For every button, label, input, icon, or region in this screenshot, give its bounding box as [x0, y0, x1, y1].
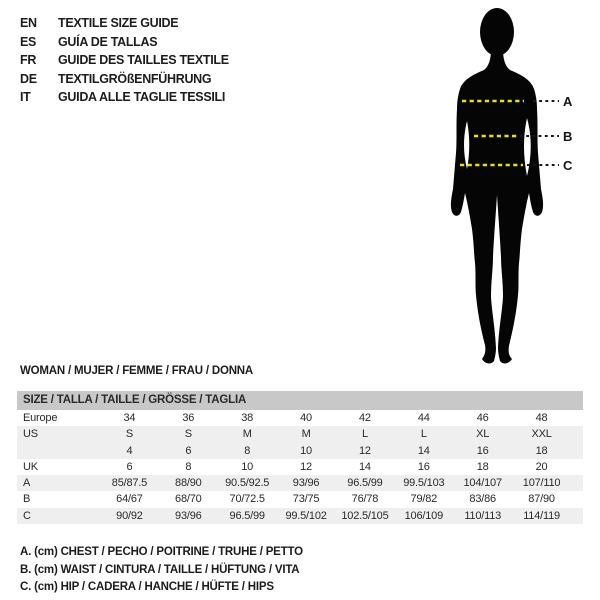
table-cell: 4 — [126, 444, 133, 457]
table-row-europe — [17, 410, 583, 426]
table-cell: L — [420, 428, 427, 441]
size-table — [17, 391, 583, 524]
lang-title: GUIDA ALLE TAGLIE TESSILI — [58, 90, 226, 105]
table-cell: 107/110 — [522, 477, 561, 490]
row-label: B — [23, 493, 31, 506]
table-cell: 18 — [476, 460, 489, 473]
lang-row-en — [20, 14, 229, 33]
table-cell: 83/86 — [469, 493, 496, 506]
table-cell: 104/107 — [463, 477, 502, 490]
table-cell: 14 — [417, 444, 430, 457]
lang-row-de — [20, 70, 229, 89]
lang-code: IT — [20, 90, 31, 105]
table-cell: 42 — [359, 412, 371, 424]
table-row-uk — [17, 459, 583, 475]
table-cell: 110/113 — [464, 509, 502, 522]
legend-hip: C. (cm) HIP / CADERA / HANCHE / HÜFTE / HIPS — [20, 581, 274, 593]
table-cell: 64/67 — [116, 493, 143, 506]
table-cell: M — [301, 428, 311, 441]
table-cell: 20 — [535, 460, 548, 473]
table-cell: S — [125, 428, 133, 441]
waist-marker-label: B — [563, 129, 573, 144]
table-cell: 36 — [182, 412, 195, 424]
table-cell: 96.5/99 — [229, 509, 265, 522]
table-cell: 79/82 — [410, 493, 438, 506]
table-cell: 8 — [185, 460, 192, 473]
table-cell: 99.5/103 — [403, 477, 445, 490]
legend-waist: B. (cm) WAIST / CINTURA / TAILLE / HÜFTUNG / VITA — [20, 563, 300, 576]
chest-marker-label: A — [563, 94, 573, 109]
table-cell: M — [242, 428, 252, 441]
table-row-waist — [17, 491, 583, 507]
silhouette-head — [480, 8, 514, 56]
table-cell: 93/96 — [292, 477, 320, 490]
row-label: A — [23, 477, 31, 490]
lang-title: TEXTILE SIZE GUIDE — [58, 16, 179, 31]
row-label: UK — [23, 460, 38, 473]
lang-title: GUIDE DES TAILLES TEXTILE — [58, 53, 229, 68]
legend-chest: A. (cm) CHEST / PECHO / POITRINE / TRUHE / PETTO — [20, 546, 303, 558]
table-cell: 90/92 — [116, 509, 143, 522]
table-cell: 12 — [300, 460, 312, 473]
table-cell: 38 — [241, 412, 254, 424]
table-cell: 10 — [300, 444, 312, 457]
table-cell: 44 — [417, 412, 430, 424]
table-cell: 73/75 — [292, 493, 320, 506]
size-table-header: SIZE / TALLA / TAILLE / GRÖSSE / TAGLIA — [17, 391, 583, 410]
row-label — [17, 443, 100, 459]
lang-code: DE — [20, 71, 37, 86]
table-cell: L — [361, 428, 368, 441]
row-label: US — [23, 428, 38, 441]
table-row-chest — [17, 475, 583, 491]
table-cell: 76/78 — [351, 493, 379, 506]
table-cell: 6 — [185, 444, 192, 457]
table-cell: 96.5/99 — [347, 477, 383, 490]
lang-title: GUÍA DE TALLAS — [58, 34, 158, 49]
table-cell: 106/109 — [404, 509, 443, 522]
table-cell: 18 — [535, 444, 548, 457]
language-title-list — [20, 14, 229, 107]
table-cell: 16 — [417, 460, 430, 473]
table-cell: XL — [476, 428, 490, 441]
lang-row-it — [20, 88, 229, 107]
table-cell: 68/70 — [175, 493, 202, 506]
table-row-hip — [17, 508, 583, 524]
table-cell: 93/96 — [175, 509, 202, 522]
table-cell: 14 — [359, 460, 371, 473]
table-cell: 70/72.5 — [229, 493, 265, 506]
table-cell: 6 — [126, 460, 133, 473]
table-cell: XXL — [531, 428, 552, 441]
row-label: Europe — [23, 412, 58, 424]
lang-row-es — [20, 33, 229, 52]
lang-code: ES — [20, 34, 37, 49]
table-cell: 10 — [241, 460, 254, 473]
table-cell: 87/90 — [528, 493, 555, 506]
table-cell: S — [184, 428, 192, 441]
measurement-legend — [20, 544, 303, 597]
table-cell: 40 — [300, 412, 312, 424]
table-cell: 8 — [244, 444, 251, 457]
table-row-us — [17, 426, 583, 442]
silhouette-body — [451, 49, 543, 363]
lang-code: EN — [20, 16, 37, 31]
table-cell: 34 — [123, 412, 136, 424]
table-cell: 48 — [535, 412, 548, 424]
table-cell: 46 — [476, 412, 489, 424]
table-cell: 102.5/105 — [341, 509, 389, 522]
table-row-us-numeric — [17, 443, 583, 459]
lang-row-fr — [20, 51, 229, 70]
woman-silhouette-figure — [412, 5, 600, 375]
table-cell: 99.5/102 — [285, 509, 327, 522]
hip-marker-label: C — [563, 158, 573, 173]
table-cell: 90.5/92.5 — [225, 477, 270, 490]
table-cell: 114/119 — [523, 509, 560, 522]
table-cell: 12 — [359, 444, 371, 457]
table-cell: 16 — [476, 444, 489, 457]
table-cell: 88/90 — [175, 477, 202, 490]
row-label: C — [23, 509, 31, 522]
lang-title: TEXTILGRÖßENFÜHRUNG — [58, 71, 212, 86]
section-title-woman: WOMAN / MUJER / FEMME / FRAU / DONNA — [20, 365, 254, 377]
lang-code: FR — [20, 53, 37, 68]
table-cell: 85/87.5 — [111, 477, 148, 490]
